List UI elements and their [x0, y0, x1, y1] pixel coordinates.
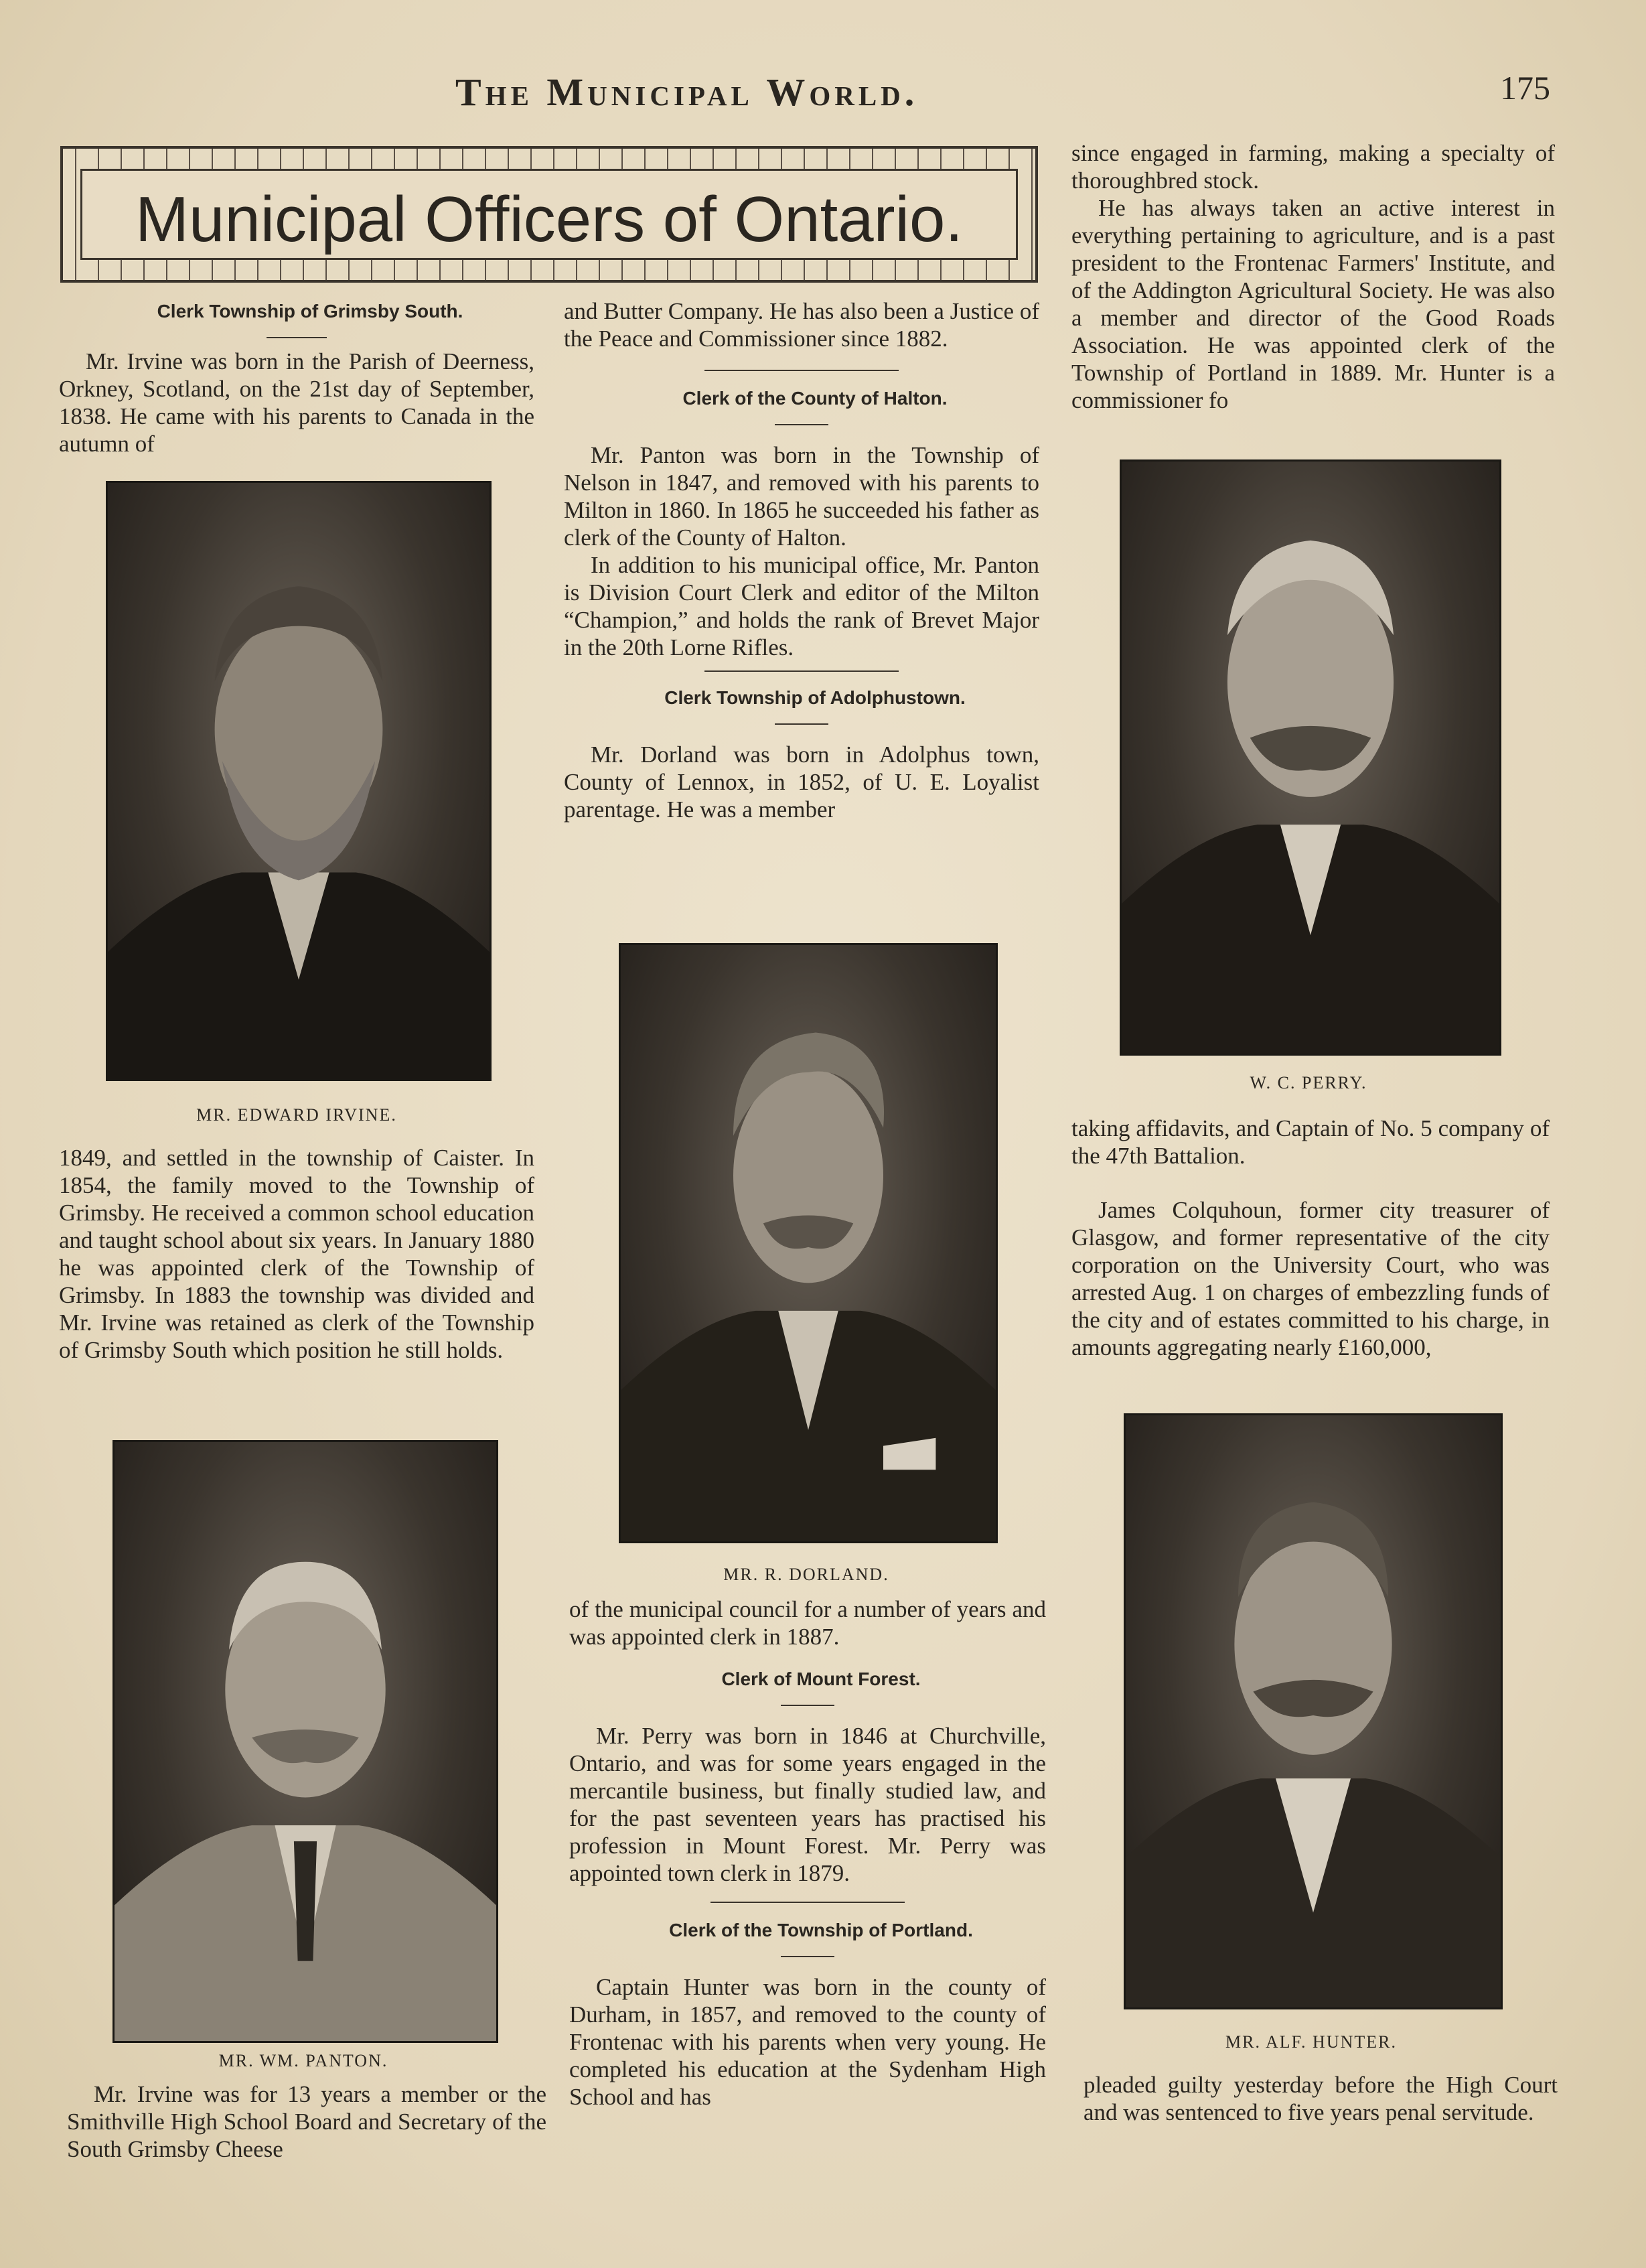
article-title: Municipal Officers of Ontario. — [135, 184, 964, 255]
page-header — [0, 67, 1646, 121]
spacer — [1071, 1170, 1550, 1196]
panton-para-1: Mr. Panton was born in the Township of Nelson in 1847, and removed with his parents to Milton in 1860. In 1865 he succeeded his father as clerk of the County of Halton. — [564, 442, 1039, 551]
section-heading-grimsby: Clerk Township of Grimsby South. — [157, 301, 463, 322]
section-heading-mount-forest: Clerk of Mount Forest. — [721, 1669, 921, 1689]
portrait-wm-panton — [113, 1440, 498, 2043]
portrait-w-c-perry — [1120, 459, 1501, 1056]
irvine-para-3: Mr. Irvine was for 13 years a member or the Smithville High School Board and Secretary of the South Grimsby Cheese — [67, 2081, 546, 2162]
heading-rule — [267, 337, 327, 338]
perry-para-1: Mr. Perry was born in 1846 at Churchville, Ontario, and was for some years engaged in the mercantile business, but finally studied law, and for the past seventeen years has practised his profession in Mount Forest. Mr. Perry was appointed town clerk in 1879. — [569, 1723, 1046, 1886]
col3-middle — [1071, 1115, 1550, 1361]
section-rule — [704, 370, 899, 371]
caption-panton: MR. WM. PANTON. — [218, 2051, 388, 2070]
heading-rule — [775, 723, 828, 725]
publication-title: The Municipal World. — [455, 70, 919, 114]
section-heading-portland: Clerk of the Township of Portland. — [669, 1920, 973, 1940]
section-heading-adolphustown: Clerk Township of Adolphustown. — [664, 687, 966, 708]
portrait-figure-perry — [1122, 462, 1499, 1054]
dorland-para-1: Mr. Dorland was born in Adolphus town, County of Lennox, in 1852, of U. E. Loyalist parentage. He was a member — [564, 741, 1039, 823]
hunter-para-1: Captain Hunter was born in the county of Durham, in 1857, and removed to the county of Frontenac with his parents when very young. He completed his education at the Sydenham High School and has — [569, 1974, 1046, 2110]
caption-perry: W. C. PERRY. — [1250, 1073, 1367, 1092]
irvine-para-1: Mr. Irvine was born in the Parish of Deerness, Orkney, Scotland, on the 21st day of September, 1838. He came with his parents to Canada in the autumn of — [59, 348, 534, 457]
hunter-para-4: taking affidavits, and Captain of No. 5 company of the 47th Battalion. — [1071, 1115, 1550, 1169]
portrait-r-dorland — [619, 943, 998, 1543]
heading-rule — [775, 424, 828, 425]
caption-dorland: MR. R. DORLAND. — [723, 1565, 889, 1584]
portrait-figure-irvine — [108, 483, 490, 1079]
section-rule — [704, 670, 899, 672]
panton-para-2: In addition to his municipal office, Mr. Panton is Division Court Clerk and editor of the Milton “Champion,” and holds the rank of Brevet Major in the 20th Lorne Rifles. — [564, 552, 1039, 660]
caption-hunter: MR. ALF. HUNTER. — [1225, 2032, 1397, 2052]
hunter-para-3: He has always taken an active interest in everything pertaining to agriculture, and is a past president to the Frontenac Farmers' Institute, and of the Addington Agricultural Society. He was also a member and director of the Good Roads Association. He was appointed clerk of the Township of Portland in 1889. Mr. Hunter is a commissioner fo — [1071, 195, 1555, 413]
colquhoun-para-2: pleaded guilty yesterday before the High Court and was sentenced to five years penal servitude. — [1083, 2072, 1558, 2125]
portrait-figure-hunter — [1126, 1415, 1501, 2007]
portrait-edward-irvine — [106, 481, 492, 1081]
heading-rule — [781, 1705, 834, 1706]
col1-top — [59, 297, 534, 457]
hunter-para-2: since engaged in farming, making a specialty of thoroughbred stock. — [1071, 140, 1555, 194]
col1-bottom — [67, 2080, 546, 2163]
col2-top — [564, 297, 1039, 823]
portrait-figure-panton — [115, 1442, 496, 2041]
irvine-para-2: 1849, and settled in the township of Caister. In 1854, the family moved to the Township of Grimsby. He received a common school education and taught school about six years. In January 1880 he was appointed clerk of the Township of Grimsby. In 1883 the township was divided and Mr. Irvine was retained as clerk of the Township of Grimsby South which position he still holds. — [59, 1145, 534, 1363]
col1-middle — [59, 1144, 534, 1364]
portrait-alf-hunter — [1124, 1413, 1503, 2009]
title-frame — [60, 146, 1038, 283]
col2-bottom — [569, 1596, 1046, 2111]
portrait-figure-dorland — [621, 945, 996, 1541]
title-inner-panel — [80, 169, 1018, 260]
caption-irvine: MR. EDWARD IRVINE. — [196, 1105, 397, 1125]
section-rule — [710, 1902, 905, 1903]
irvine-para-4: and Butter Company. He has also been a Justice of the Peace and Commissioner since 1882. — [564, 298, 1039, 352]
page-number: 175 — [1500, 69, 1550, 107]
colquhoun-para-1: James Colquhoun, former city treasurer of Glasgow, and former representative of the city corporation on the University Court, who was arrested Aug. 1 on charges of embezzling funds of the city and of estates committed to his charge, in amounts aggregating nearly £160,000, — [1071, 1197, 1550, 1360]
section-heading-halton: Clerk of the County of Halton. — [682, 388, 948, 409]
col3-top — [1071, 139, 1555, 414]
col3-bottom — [1083, 2071, 1558, 2126]
dorland-para-2: of the municipal council for a number of years and was appointed clerk in 1887. — [569, 1596, 1046, 1650]
heading-rule — [781, 1956, 834, 1957]
